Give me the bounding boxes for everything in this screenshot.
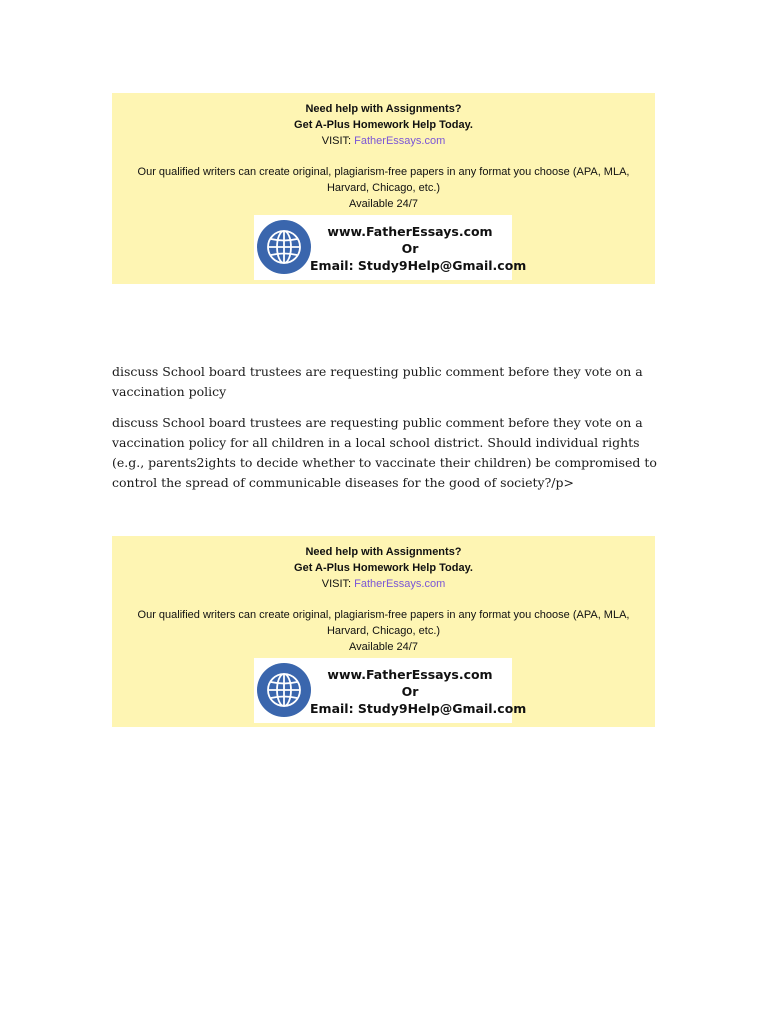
question-body: discuss School board trustees are requesting public comment before they vote on a vaccination policy for all children in a local school district. Should individual rights (e.g., parents2ights to decide whether to vaccinate their children) be compromised to control the spread of communicable diseases for the good of society?/p>	[112, 415, 657, 490]
contact-or: Or	[401, 241, 419, 256]
ad-description: Our qualified writers can create original, plagiarism-free papers in any format you choose (APA, MLA, Harvard, Chicago, etc.)	[137, 609, 630, 637]
ad-subheadline: Get A-Plus Homework Help Today.	[294, 562, 473, 574]
contact-website[interactable]: www.FatherEssays.com	[327, 224, 493, 239]
contact-email[interactable]: Email: Study9Help@Gmail.com	[310, 701, 527, 716]
ad-visit-link[interactable]: FatherEssays.com	[354, 578, 446, 590]
contact-card[interactable]	[254, 215, 527, 280]
ad-availability: Available 24/7	[349, 641, 418, 653]
globe-icon	[257, 220, 311, 274]
ad-subheadline: Get A-Plus Homework Help Today.	[294, 119, 473, 131]
ad-availability: Available 24/7	[349, 198, 418, 210]
ad-visit-line	[112, 133, 655, 149]
contact-or: Or	[401, 684, 419, 699]
contact-website[interactable]: www.FatherEssays.com	[327, 667, 493, 682]
ad-banner-bottom	[112, 536, 655, 727]
ad-headline: Need help with Assignments?	[305, 546, 462, 558]
ad-description: Our qualified writers can create original, plagiarism-free papers in any format you choose (APA, MLA, Harvard, Chicago, etc.)	[137, 166, 630, 194]
ad-visit-link[interactable]: FatherEssays.com	[354, 135, 446, 147]
ad-visit-prefix: VISIT:	[321, 135, 355, 147]
contact-text	[310, 223, 527, 274]
question-title: discuss School board trustees are requesting public comment before they vote on a vaccination policy	[112, 364, 643, 399]
ad-visit-line	[112, 576, 655, 592]
ad-banner-top	[112, 93, 655, 284]
contact-text	[310, 666, 527, 717]
globe-icon	[257, 663, 311, 717]
contact-card[interactable]	[254, 658, 527, 723]
ad-headline: Need help with Assignments?	[305, 103, 462, 115]
contact-email[interactable]: Email: Study9Help@Gmail.com	[310, 258, 527, 273]
ad-visit-prefix: VISIT:	[321, 578, 355, 590]
